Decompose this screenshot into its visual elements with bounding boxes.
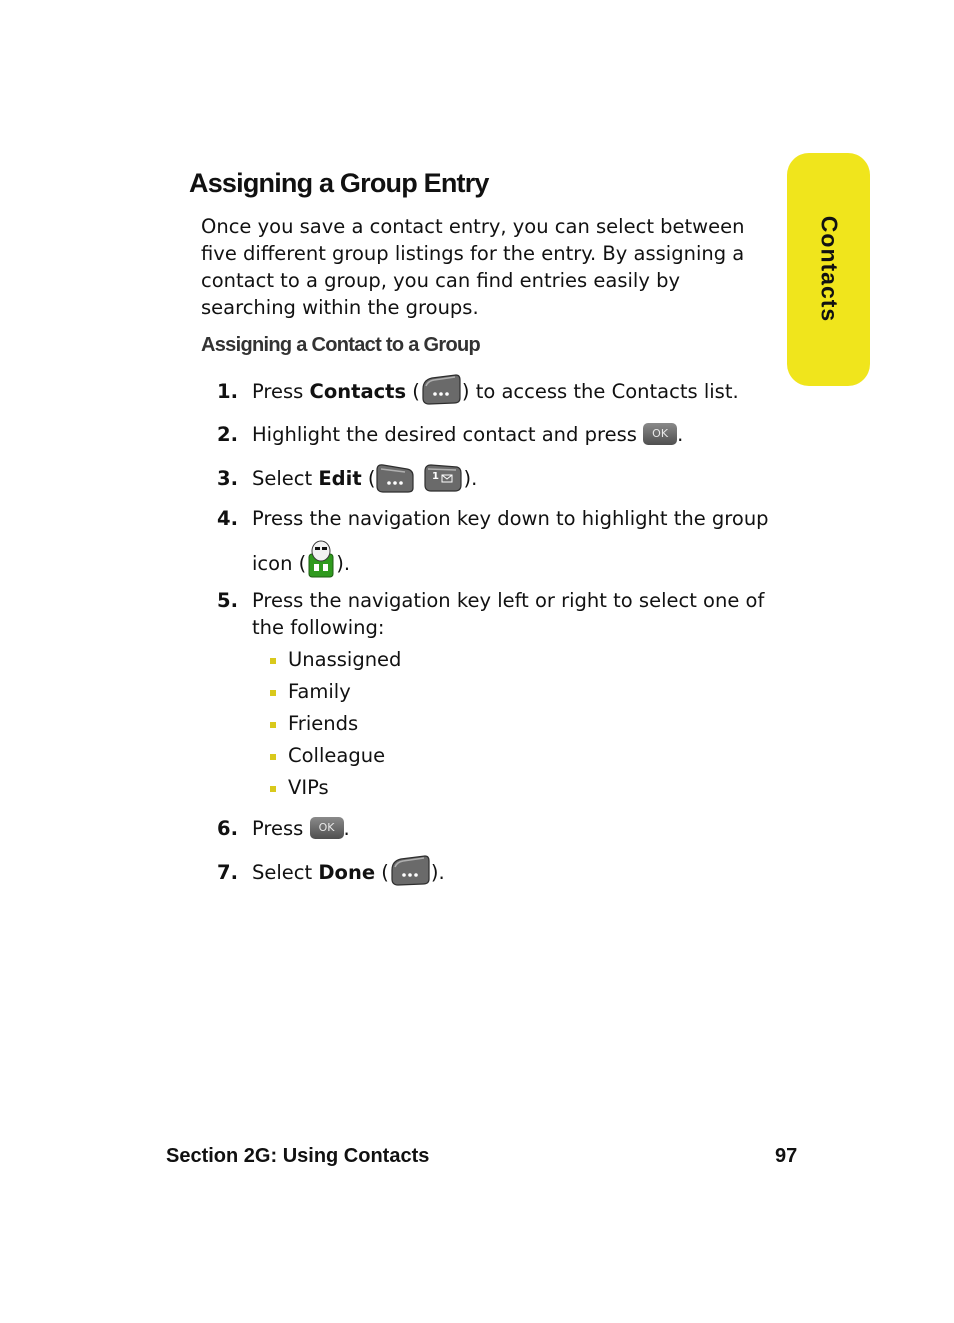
step-text-post: ). — [430, 861, 445, 884]
side-tab-label: Contacts — [816, 215, 842, 323]
ok-key-icon: OK — [310, 817, 344, 839]
step-text-post: . — [343, 817, 350, 840]
step-text — [252, 859, 445, 887]
footer-section-title: Section 2G: Using Contacts — [166, 1145, 430, 1167]
step-number: 2. — [217, 423, 238, 446]
step-text-pre: Highlight the desired contact and press — [252, 423, 644, 446]
bullet-icon — [270, 722, 276, 728]
list-item-label: Colleague — [288, 744, 386, 767]
step-text-post: ) to access the Contacts list. — [461, 380, 739, 403]
ok-key-icon: OK — [643, 423, 677, 445]
subheading: Assigning a Contact to a Group — [201, 334, 481, 356]
step-text-pre: Press — [252, 817, 310, 840]
list-item-label: Friends — [288, 712, 359, 735]
bullet-icon — [270, 786, 276, 792]
step-text-pre: icon ( — [252, 552, 307, 575]
list-item-label: VIPs — [288, 776, 329, 799]
step-text — [252, 378, 739, 406]
step-text-mid: ( — [375, 861, 389, 884]
step-text-line1: Press the navigation key down to highlight the group — [252, 507, 769, 530]
step-number: 5. — [217, 589, 238, 612]
page-title: Assigning a Group Entry — [189, 168, 489, 198]
one-key-icon — [423, 463, 463, 493]
softkey-icon — [375, 462, 417, 494]
step-number: 7. — [217, 861, 238, 884]
step-text — [252, 815, 350, 842]
group-icon — [306, 540, 336, 578]
step-text-pre: Select — [252, 467, 319, 490]
step-text: Press the navigation key left or right to select one of the following: — [252, 589, 765, 639]
step-text — [252, 550, 350, 578]
step-text-post: ). — [336, 552, 351, 575]
step-keyword: Contacts — [309, 380, 407, 403]
step-text-pre: Select — [252, 861, 319, 884]
step-number: 4. — [217, 507, 238, 530]
list-item-label: Family — [288, 680, 351, 703]
step-number: 3. — [217, 467, 238, 490]
step-text — [252, 421, 683, 448]
step-text-mid: ( — [406, 380, 420, 403]
intro-paragraph: Once you save a contact entry, you can select between five different group listings for the entry. By assigning a contact to a group, you can find entries easily by searching within the groups. — [201, 215, 745, 319]
step-number: 1. — [217, 380, 238, 403]
step-number: 6. — [217, 817, 238, 840]
step-text-pre: Press — [252, 380, 310, 403]
bullet-icon — [270, 754, 276, 760]
bullet-icon — [270, 690, 276, 696]
step-text-post: ). — [463, 467, 478, 490]
list-item-label: Unassigned — [288, 648, 402, 671]
step-keyword: Edit — [318, 467, 362, 490]
step-keyword: Done — [318, 861, 376, 884]
step-text-post: . — [677, 423, 684, 446]
bullet-icon — [270, 658, 276, 664]
page-number: 97 — [775, 1145, 798, 1167]
side-tab — [787, 153, 870, 386]
step-text-mid: ( — [361, 467, 376, 490]
step-text — [252, 465, 477, 494]
softkey-icon — [389, 855, 431, 887]
svg-text:1: 1 — [432, 470, 440, 482]
softkey-icon — [420, 374, 462, 406]
